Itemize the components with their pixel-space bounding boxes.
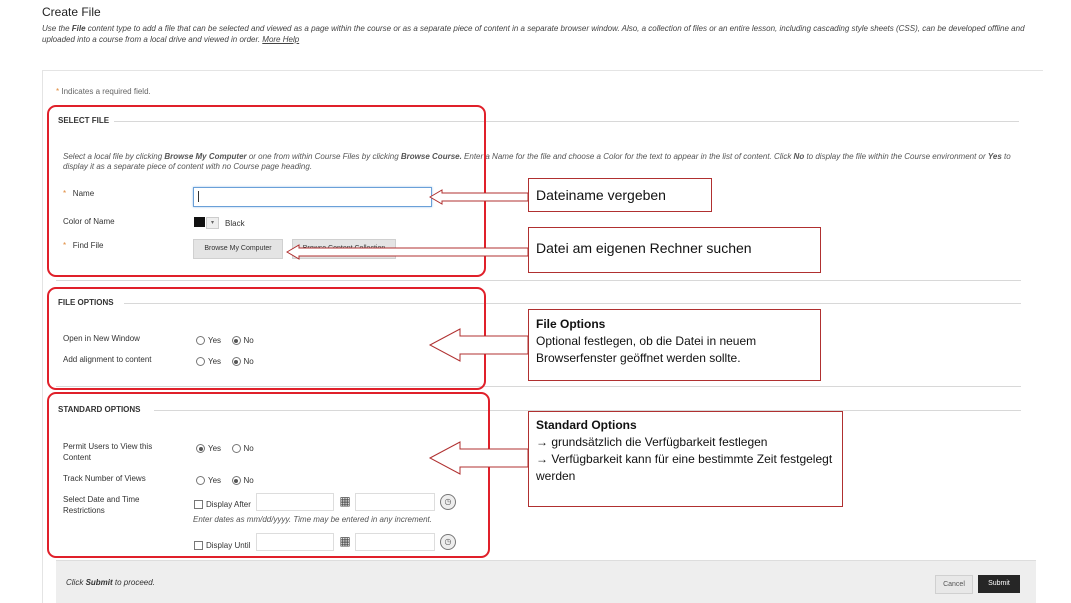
calendar-icon[interactable]: ▦ (339, 494, 351, 508)
display-after-checkbox-row: Display After (194, 496, 257, 514)
arrow-to-standard-options (430, 442, 528, 474)
required-star-icon: * (63, 189, 67, 198)
date-restrictions-label: Select Date and Time Restrictions (63, 495, 140, 515)
more-help-link[interactable]: More Help (262, 35, 300, 44)
date-hint: Enter dates as mm/dd/yyyy. Time may be entered in any increment. (193, 515, 432, 524)
browse-my-computer-button[interactable]: Browse My Computer (193, 239, 283, 259)
clock-icon[interactable]: ◷ (440, 494, 456, 510)
name-callout: Dateiname vergeben (528, 178, 712, 212)
name-label: * Name (63, 189, 95, 198)
intro-text: Use the File content type to add a file that can be selected and viewed as a page within the course or as a separate piece of content in a separate browser window. Also, a collection of files or an entire lesson, including cascading style sheets (CSS), can be developed offline and uploaded into a course from a local drive and viewed in order. More Help (42, 24, 1025, 44)
cancel-button[interactable]: Cancel (935, 575, 973, 594)
file-options-callout: File Options Optional festlegen, ob die Datei in neuem Browserfenster geöffnet werden sollte. (528, 309, 821, 381)
chevron-down-icon[interactable]: ▾ (206, 217, 219, 229)
color-value: Black (225, 219, 245, 228)
page-title: Create File (42, 5, 101, 19)
find-file-callout: Datei am eigenen Rechner suchen (528, 227, 821, 273)
permit-users-label: Permit Users to View this Content (63, 442, 153, 462)
submit-button[interactable]: Submit (978, 575, 1020, 593)
open-new-window-radios: Yes No (196, 332, 260, 350)
track-views-label: Track Number of Views (63, 474, 146, 483)
permit-users-radios: Yes No (196, 440, 260, 458)
required-star-icon: * (63, 241, 67, 250)
file-options-header: FILE OPTIONS (58, 298, 114, 307)
required-star-icon: * (56, 87, 60, 96)
clock-icon[interactable]: ◷ (440, 534, 456, 550)
open-new-window-label: Open in New Window (63, 334, 140, 343)
select-file-instructions: Select a local file by clicking Browse My Computer or one from within Course Files by clicking Browse Course. Enter a Name for the file and choose a Color for the text to appear in the list of content. Click No to display the file within the Course environment or Yes to display it as a separate piece of content with no Course page heading. (63, 152, 1011, 171)
arrow-to-browse (287, 245, 528, 259)
display-until-checkbox-row: Display Until (194, 537, 256, 555)
arrow-to-name (430, 190, 528, 204)
submit-instruction: Click Submit to proceed. (66, 578, 155, 587)
standard-options-callout: Standard Options → grundsätzlich die Verfügbarkeit festlegen → Verfügbarkeit kann für eine bestimmte Zeit festgelegt werden (528, 411, 843, 507)
required-note: * Indicates a required field. (56, 87, 151, 96)
arrow-to-file-options (430, 329, 528, 361)
alignment-label: Add alignment to content (63, 355, 152, 364)
standard-options-header: STANDARD OPTIONS (58, 405, 141, 414)
color-label: Color of Name (63, 217, 115, 226)
alignment-radios: Yes No (196, 353, 260, 371)
select-file-header: SELECT FILE (58, 116, 110, 125)
find-file-label: * Find File (63, 241, 104, 250)
calendar-icon[interactable]: ▦ (339, 534, 351, 548)
track-views-radios: Yes No (196, 472, 260, 490)
